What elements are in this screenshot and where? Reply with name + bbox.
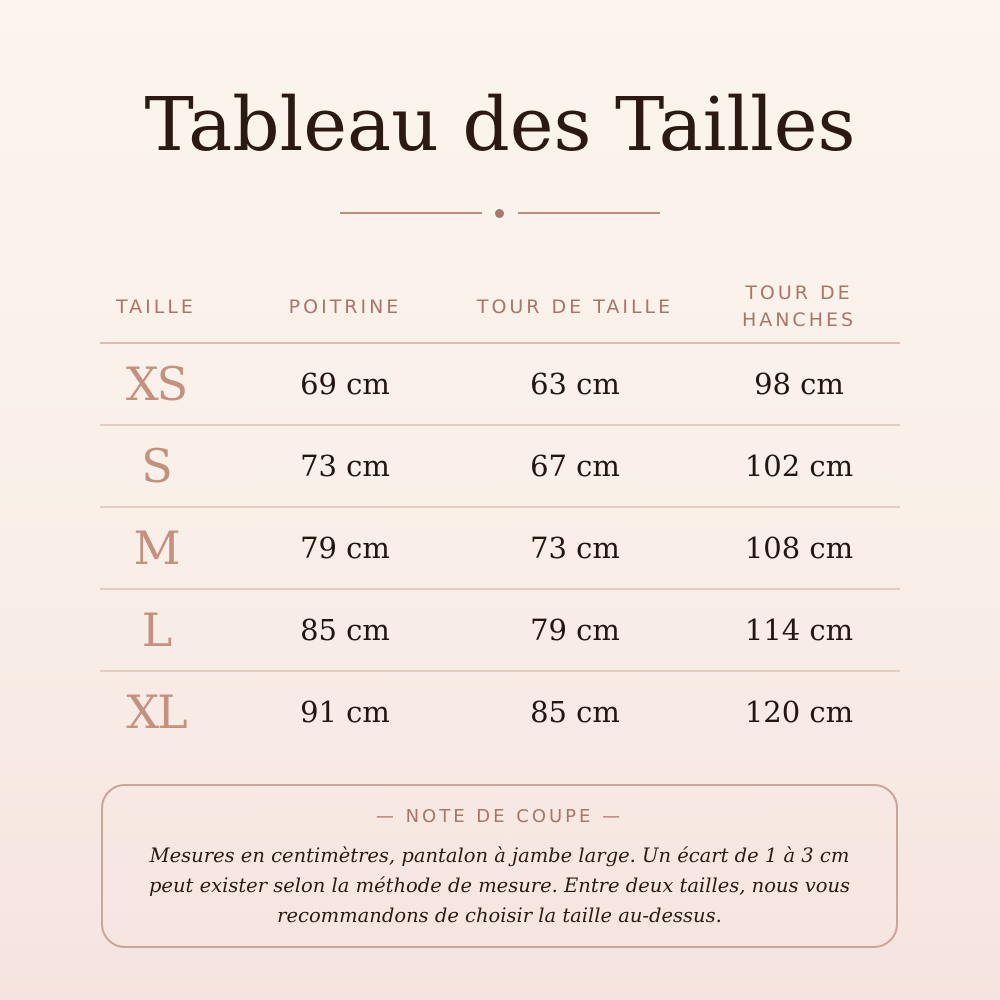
size-label: L [141,603,171,657]
tour-de-hanches-value: 98 cm [754,367,844,401]
tour-de-taille-value: 73 cm [530,531,620,565]
tour-de-hanches-value: 102 cm [744,449,854,483]
divider-line-left [340,212,482,214]
poitrine-value: 73 cm [300,449,390,483]
tour-de-hanches-value: 108 cm [744,531,854,565]
size-chart-table [100,272,900,752]
table-row [100,508,900,590]
tour-de-taille-value: 79 cm [530,613,620,647]
poitrine-value: 85 cm [300,613,390,647]
title-divider-ornament [340,206,660,220]
header-taille: TAILLE [116,295,196,318]
fit-note-text: Mesures en centimètres, pantalon à jambe large. Un écart de 1 à 3 cm peut exister selon la méthode de mesure. Entre deux tailles, nous vous recommandons de choisir la taille au-dessus. [148,844,851,927]
size-label: XS [125,357,187,411]
fit-note-title: — NOTE DE COUPE — [375,806,624,827]
header-tour-de-hanches: TOUR DE HANCHES [741,282,857,331]
header-poitrine: POITRINE [288,295,402,318]
size-label: XL [126,685,186,739]
table-row [100,590,900,672]
table-header [100,272,900,344]
poitrine-value: 69 cm [300,367,390,401]
tour-de-taille-value: 63 cm [530,367,620,401]
table-row [100,426,900,508]
header-tour-de-taille: TOUR DE TAILLE [476,295,674,318]
page-title: Tableau des Tailles [144,82,856,168]
table-row [100,672,900,752]
poitrine-value: 79 cm [300,531,390,565]
tour-de-hanches-value: 120 cm [744,695,854,729]
tour-de-taille-value: 85 cm [530,695,620,729]
fit-note-box [101,784,898,948]
tour-de-hanches-value: 114 cm [744,613,854,647]
table-row [100,344,900,426]
poitrine-value: 91 cm [300,695,390,729]
divider-dot [495,209,504,218]
size-label: M [133,521,179,575]
divider-line-right [518,212,660,214]
size-label: S [141,439,171,493]
tour-de-taille-value: 67 cm [530,449,620,483]
